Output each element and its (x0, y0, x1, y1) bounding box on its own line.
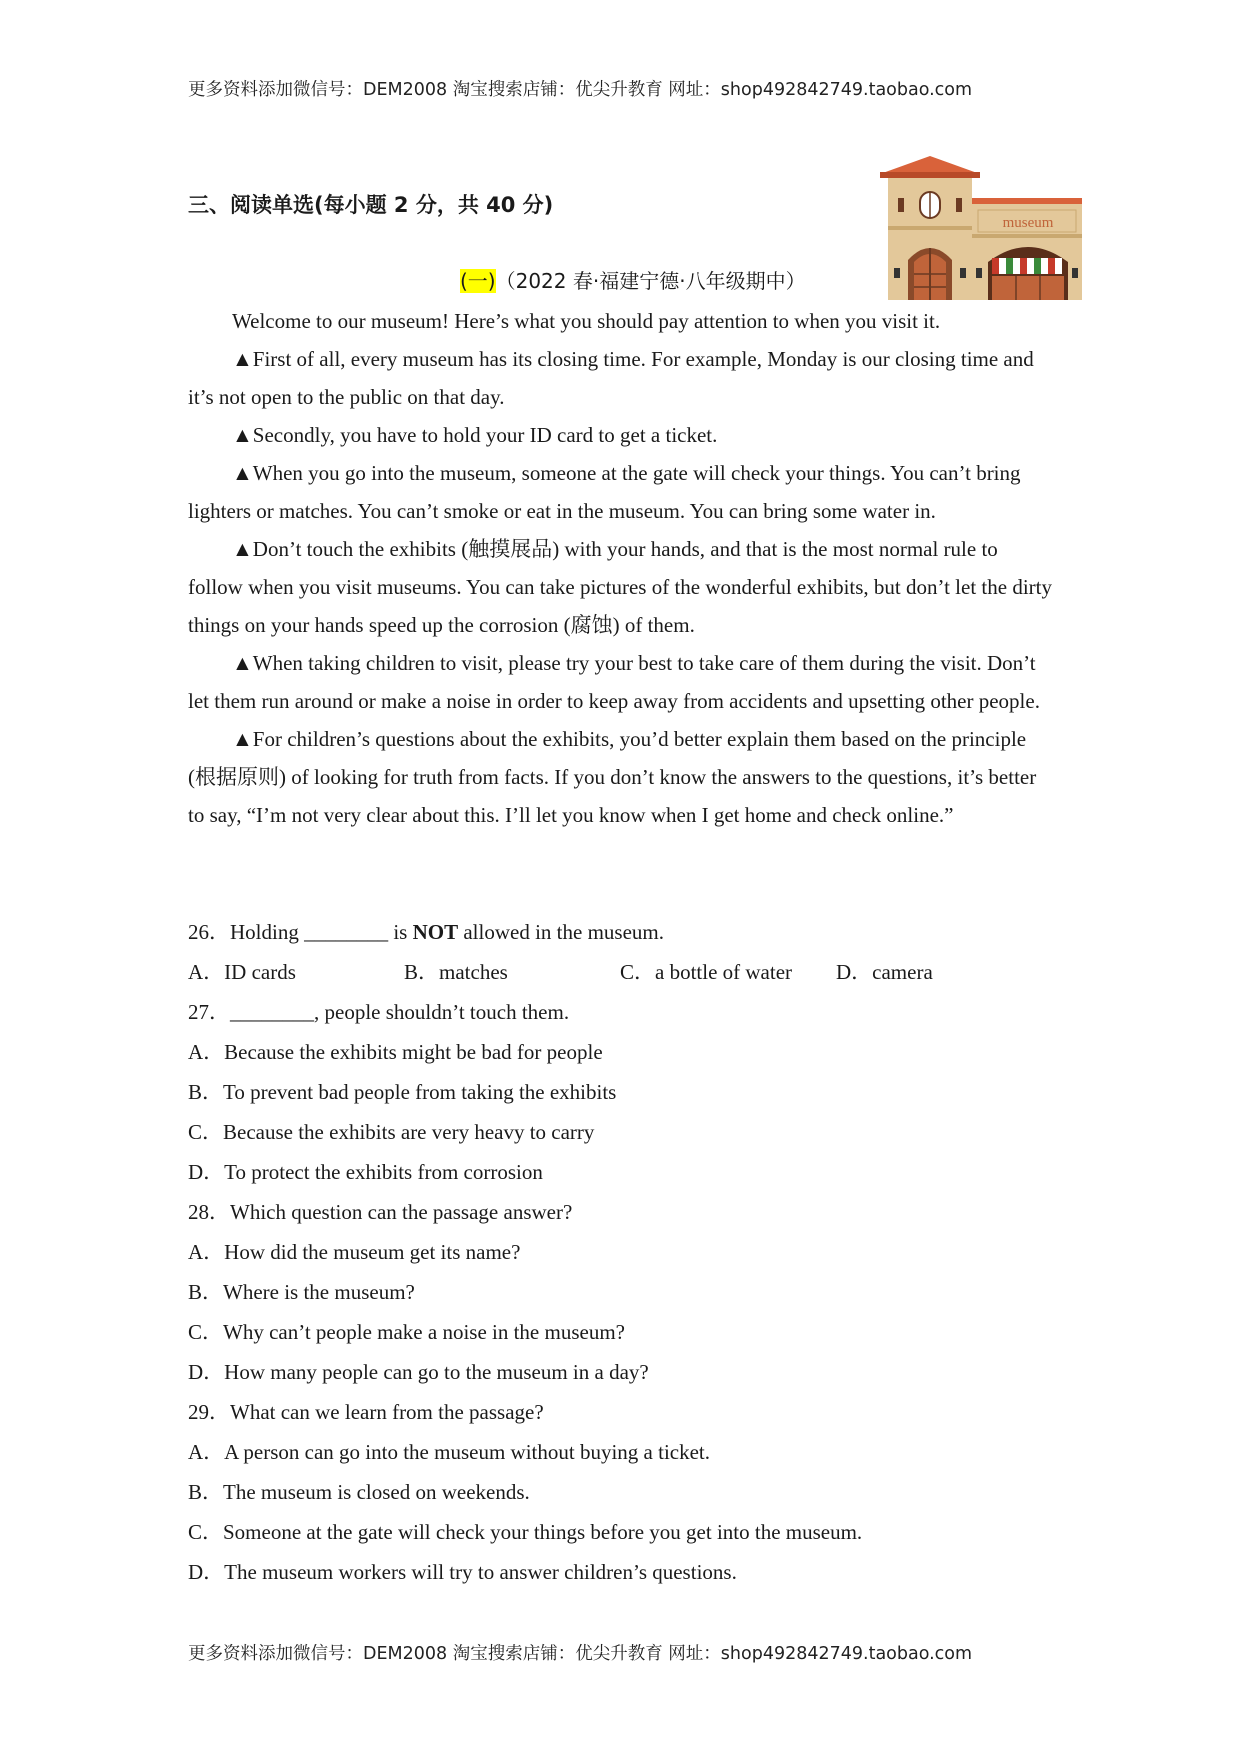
page-footer: 更多资料添加微信号：DEM2008 淘宝搜索店铺：优尖升教育 网址：shop492842749.taobao.com (188, 1644, 973, 1664)
passage-source (460, 265, 806, 294)
source-text: （2022 春·福建宁德·八年级期中） (495, 269, 806, 293)
question-28-stem: 28．Which question can the passage answer? (188, 1200, 573, 1224)
option: D．The museum workers will try to answer children’s questions. (188, 1560, 737, 1584)
question-26-options (188, 952, 1056, 992)
question-29-stem: 29．What can we learn from the passage? (188, 1400, 544, 1424)
question-26-stem: 26．Holding ________ is NOT allowed in the museum. (188, 920, 664, 944)
option: B．Where is the museum? (188, 1280, 415, 1304)
option: C．Because the exhibits are very heavy to carry (188, 1120, 595, 1144)
option: A．How did the museum get its name? (188, 1240, 521, 1264)
museum-sign: museum (1002, 215, 1054, 231)
option: A．A person can go into the museum without buying a ticket. (188, 1440, 711, 1464)
questions (188, 912, 1056, 1592)
option: A．Because the exhibits might be bad for people (188, 1040, 603, 1064)
passage-paragraph: ▲Don’t touch the exhibits (触摸展品) with your hands, and that is the most normal rule to follow when you visit museums. You can take pictures of the wonderful exhibits, but don’t let the dirty things on your hands speed up the corrosion (腐蚀) of them. (188, 537, 1052, 637)
page-header: 更多资料添加微信号：DEM2008 淘宝搜索店铺：优尖升教育 网址：shop492842749.taobao.com (188, 80, 973, 100)
reading-passage (188, 302, 1056, 834)
passage-paragraph: ▲First of all, every museum has its closing time. For example, Monday is our closing time and it’s not open to the public on that day. (188, 347, 1034, 409)
option: A．ID cards (188, 960, 296, 984)
passage-paragraph: Welcome to our museum! Here’s what you should pay attention to when you visit it. (232, 309, 941, 333)
option: B．To prevent bad people from taking the exhibits (188, 1080, 617, 1104)
section-title: 三、阅读单选(每小题 2 分，共 40 分) (188, 193, 554, 217)
option: C．Why can’t people make a noise in the museum? (188, 1320, 625, 1344)
option: C．Someone at the gate will check your things before you get into the museum. (188, 1520, 863, 1544)
passage-paragraph: ▲When taking children to visit, please try your best to take care of them during the visit. Don’t let them run around or make a noise in order to keep away from accidents and upsetting other people. (188, 651, 1040, 713)
option: B．The museum is closed on weekends. (188, 1480, 530, 1504)
passage-paragraph: ▲For children’s questions about the exhibits, you’d better explain them based on the principle (根据原则) of looking for truth from facts. If you don’t know the answers to the questions, it’s better to say, “I’m not very clear about this. I’ll let you know when I get home and check online.” (188, 727, 1037, 827)
museum-illustration (878, 152, 1082, 300)
passage-paragraph: ▲When you go into the museum, someone at the gate will check your things. You can’t bring lighters or matches. You can’t smoke or eat in the museum. You can bring some water in. (188, 461, 1021, 523)
passage-paragraph: ▲Secondly, you have to hold your ID card to get a ticket. (232, 423, 718, 447)
option: C．a bottle of water (620, 960, 793, 984)
passage-number: (一) (460, 269, 496, 293)
option: D．How many people can go to the museum in a day? (188, 1360, 649, 1384)
question-27-stem: 27．________, people shouldn’t touch them. (188, 1000, 570, 1024)
option: D．camera (836, 960, 933, 984)
option: B．matches (404, 960, 508, 984)
option: D．To protect the exhibits from corrosion (188, 1160, 543, 1184)
